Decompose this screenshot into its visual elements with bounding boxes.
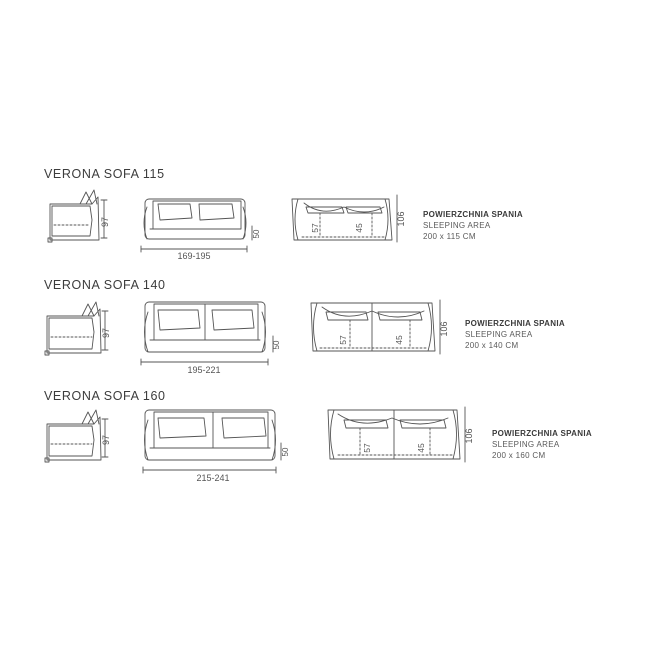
dimension-width-140: 195-221: [187, 365, 221, 375]
bed-top-view-115: [292, 195, 397, 242]
dimension-bed-a-115: 57: [310, 223, 320, 233]
dimension-width-160: 215-241: [196, 473, 230, 483]
dimension-side-height-160: 97: [101, 434, 111, 446]
dimension-seat-height-115: 50: [252, 229, 261, 239]
dimension-top-height-140: 106: [439, 321, 449, 337]
dimension-side-height-115: 97: [100, 216, 110, 228]
spec-label-pl: POWIERZCHNIA SPANIA: [492, 429, 592, 438]
dimension-top-height-115: 106: [396, 211, 406, 227]
spec-label-pl: POWIERZCHNIA SPANIA: [423, 210, 523, 219]
bed-top-view-160: [328, 407, 465, 462]
dimension-seat-height-140: 50: [272, 340, 281, 350]
front-view-160: [143, 410, 281, 473]
spec-size: 200 x 115 CM: [423, 232, 476, 241]
side-view-160: [45, 410, 108, 462]
spec-label-en: SLEEPING AREA: [423, 221, 491, 230]
spec-label-en: SLEEPING AREA: [492, 440, 560, 449]
dimension-bed-b-115: 45: [354, 223, 364, 233]
spec-label-pl: POWIERZCHNIA SPANIA: [465, 319, 565, 328]
dimension-seat-height-160: 50: [281, 447, 290, 457]
spec-size: 200 x 160 CM: [492, 451, 546, 460]
dimension-bed-b-160: 45: [416, 443, 426, 453]
spec-label-en: SLEEPING AREA: [465, 330, 533, 339]
dimension-top-height-160: 106: [464, 428, 474, 444]
front-view-140: [141, 302, 273, 365]
dimension-bed-a-160: 57: [362, 443, 372, 453]
bed-top-view-140: [311, 300, 440, 354]
spec-size: 200 x 140 CM: [465, 341, 519, 350]
side-view-140: [45, 302, 108, 355]
model-title-140: VERONA SOFA 140: [44, 278, 166, 292]
model-title-160: VERONA SOFA 160: [44, 389, 166, 403]
model-title-115: VERONA SOFA 115: [44, 167, 165, 181]
front-view-115: [141, 199, 252, 252]
dimension-side-height-140: 97: [101, 327, 111, 339]
side-view-115: [48, 190, 107, 242]
dimension-bed-a-140: 57: [338, 335, 348, 345]
dimension-width-115: 169-195: [177, 251, 211, 261]
dimension-bed-b-140: 45: [394, 335, 404, 345]
